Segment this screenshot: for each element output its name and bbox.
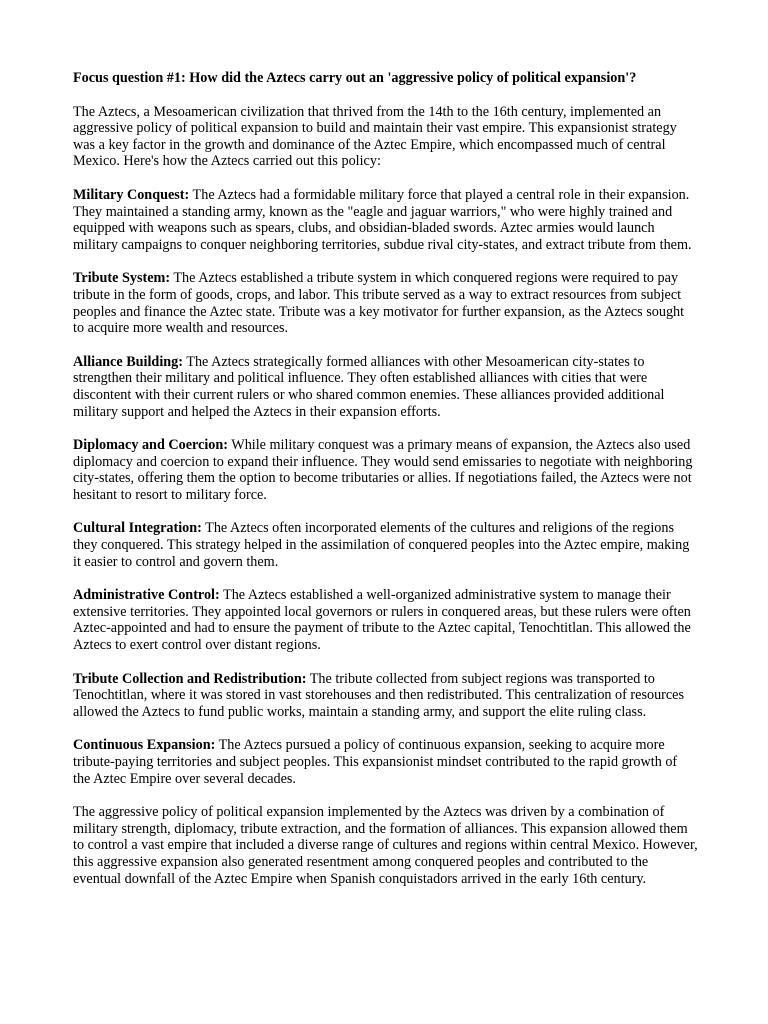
section-text: The Aztecs had a formidable military force that played a central role in their expansion. They maintained a standing army, known as the "eagle and jaguar warriors," who were highly trained and equipped with weapons such as spears, clubs, and obsidian-bladed swords. Aztec armies would launch military campaigns to conquer neighboring territories, subdue rival city-states, and extract tribute from them. xyxy=(73,186,692,253)
section-text: While military conquest was a primary means of expansion, the Aztecs also used diplomacy and coercion to expand their influence. They would send emissaries to negotiate with neighboring city-states, offering them the option to become tributaries or allies. If negotiations failed, the Aztecs were not hesitant to resort to military force. xyxy=(73,437,693,503)
section-term: Tribute Collection and Redistribution: xyxy=(73,670,307,687)
section-alliance-building xyxy=(73,354,698,420)
section-term: Military Conquest: xyxy=(73,186,190,203)
section-text: The Aztecs often incorporated elements of the cultures and religions of the regions they conquered. This strategy helped in the assimilation of conquered peoples into the Aztec empire, making it easier to control and govern them. xyxy=(73,520,690,570)
section-text: The Aztecs pursued a policy of continuous expansion, seeking to acquire more tribute-paying territories and subject peoples. This expansionist mindset contributed to the rapid growth of the Aztec Empire over several decades. xyxy=(73,737,678,787)
section-text: The Aztecs established a tribute system in which conquered regions were required to pay tribute in the form of goods, crops, and labor. This tribute served as a way to extract resources from subject peoples and finance the Aztec state. Tribute was a key motivator for further expansion, as the Aztecs sought to acquire more wealth and resources. xyxy=(73,270,685,337)
section-term: Continuous Expansion: xyxy=(73,737,216,754)
section-cultural-integration xyxy=(73,520,698,570)
conclusion-paragraph: The aggressive policy of political expansion implemented by the Aztecs was driven by a combination of military strength, diplomacy, tribute extraction, and the formation of alliances. This expansion allowed them to control a vast empire that included a diverse range of cultures and regions within central Mexico. However, this aggressive expansion also generated resentment among conquered peoples and contributed to the eventual downfall of the Aztec Empire when Spanish conquistadors arrived in the early 16th century. xyxy=(73,804,698,887)
section-term: Tribute System: xyxy=(73,270,171,287)
focus-question-heading: Focus question #1: How did the Aztecs carry out an 'aggressive policy of political expansion'? xyxy=(73,70,637,86)
section-term: Administrative Control: xyxy=(73,587,220,604)
section-text: The Aztecs established a well-organized administrative system to manage their extensive territories. They appointed local governors or rulers in conquered areas, but these rulers were often Aztec-appointed and had to ensure the payment of tribute to the Aztec capital, Tenochtitlan. This allowed the Aztecs to exert control over distant regions. xyxy=(73,587,691,654)
section-term: Diplomacy and Coercion: xyxy=(73,437,229,454)
section-text: The Aztecs strategically formed alliances with other Mesoamerican city-states to strengthen their military and political influence. They often established alliances with cities that were discontent with their current rulers or who shared common enemies. These alliances provided additional military support and helped the Aztecs in their expansion efforts. xyxy=(73,353,665,420)
section-term: Cultural Integration: xyxy=(73,520,202,537)
section-diplomacy-coercion xyxy=(73,437,698,503)
section-tribute-system xyxy=(73,270,698,336)
section-term: Alliance Building: xyxy=(73,353,183,370)
section-tribute-redistribution xyxy=(73,671,698,721)
document-page xyxy=(73,70,698,904)
section-military-conquest xyxy=(73,187,698,253)
section-text: The tribute collected from subject regions was transported to Tenochtitlan, where it was stored in vast storehouses and then redistributed. This centralization of resources allowed the Aztecs to fund public works, maintain a standing army, and support the elite ruling class. xyxy=(73,670,684,720)
section-continuous-expansion xyxy=(73,737,698,787)
intro-paragraph: The Aztecs, a Mesoamerican civilization that thrived from the 14th to the 16th century, implemented an aggressive policy of political expansion to build and maintain their vast empire. This expansionist strategy was a key factor in the growth and dominance of the Aztec Empire, which encompassed much of central Mexico. Here's how the Aztecs carried out this policy: xyxy=(73,103,677,170)
section-administrative-control xyxy=(73,587,698,653)
